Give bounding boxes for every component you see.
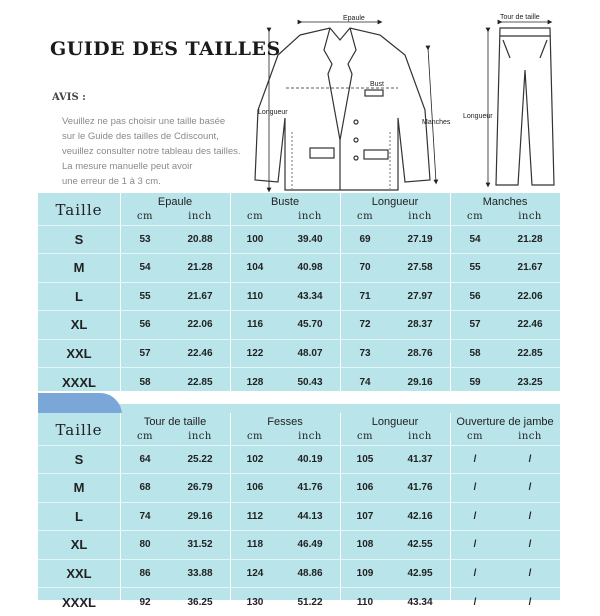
value-cell: 110 (340, 588, 390, 616)
value-cell: 128 (230, 368, 280, 397)
value-cell: 22.85 (500, 339, 560, 368)
value-cell: 28.37 (390, 311, 450, 340)
jacket-label-bust: Bust (370, 81, 384, 88)
unit-header: cm (230, 209, 280, 225)
unit-header: cm (340, 429, 390, 445)
value-cell: 21.67 (500, 254, 560, 283)
size-header: Taille (38, 193, 120, 225)
value-cell: 109 (340, 559, 390, 588)
value-cell: / (450, 531, 500, 560)
note-line: veuillez consulter notre tableau des tailles. (62, 144, 262, 159)
value-cell: 108 (340, 531, 390, 560)
value-cell: 104 (230, 254, 280, 283)
value-cell: 22.46 (170, 339, 230, 368)
value-cell: 74 (340, 368, 390, 397)
pants-table-tab (38, 393, 122, 415)
value-cell: 31.52 (170, 531, 230, 560)
value-cell: 74 (120, 502, 170, 531)
jacket-label-manches: Manches (422, 119, 451, 126)
value-cell: 118 (230, 531, 280, 560)
note-line: Veuillez ne pas choisir une taille basée (62, 114, 262, 129)
size-cell: XXXL (38, 368, 120, 397)
size-header: Taille (38, 413, 120, 445)
value-cell: 73 (340, 339, 390, 368)
table-row (38, 311, 560, 340)
unit-header: cm (120, 209, 170, 225)
value-cell: 100 (230, 225, 280, 254)
value-cell: 55 (450, 254, 500, 283)
note-line: une erreur de 1 à 3 cm. (62, 174, 262, 189)
value-cell: 36.25 (170, 588, 230, 616)
jacket-measure-lines (269, 22, 436, 190)
table-row (38, 368, 560, 397)
size-cell: M (38, 254, 120, 283)
value-cell: 92 (120, 588, 170, 616)
value-cell: 42.95 (390, 559, 450, 588)
value-cell: 56 (450, 282, 500, 311)
jacket-label-longueur: Longueur (258, 109, 288, 116)
value-cell: 102 (230, 445, 280, 474)
unit-header: cm (340, 209, 390, 225)
size-cell: S (38, 225, 120, 254)
note-line: sur le Guide des tailles de Cdiscount, (62, 129, 262, 144)
value-cell: 29.16 (390, 368, 450, 397)
group-header: Tour de taille (120, 413, 230, 429)
table-row (38, 588, 560, 616)
value-cell: 43.34 (280, 282, 340, 311)
value-cell: 55 (120, 282, 170, 311)
value-cell: 21.28 (500, 225, 560, 254)
value-cell: 27.19 (390, 225, 450, 254)
value-cell: 54 (120, 254, 170, 283)
value-cell: 110 (230, 282, 280, 311)
value-cell: 29.16 (170, 502, 230, 531)
measurement-illustrations (0, 0, 600, 200)
group-header: Longueur (340, 413, 450, 429)
value-cell: 44.13 (280, 502, 340, 531)
size-cell: XL (38, 531, 120, 560)
value-cell: 48.07 (280, 339, 340, 368)
value-cell: / (450, 502, 500, 531)
value-cell: 68 (120, 474, 170, 503)
unit-header: inch (170, 429, 230, 445)
size-cell: L (38, 282, 120, 311)
group-header: Epaule (120, 193, 230, 209)
value-cell: / (450, 559, 500, 588)
size-cell: XXL (38, 339, 120, 368)
value-cell: 40.19 (280, 445, 340, 474)
value-cell: / (500, 531, 560, 560)
unit-header: inch (500, 209, 560, 225)
value-cell: 27.58 (390, 254, 450, 283)
value-cell: / (500, 559, 560, 588)
value-cell: 106 (340, 474, 390, 503)
value-cell: / (450, 588, 500, 616)
value-cell: / (450, 445, 500, 474)
guide-title: GUIDE DES TAILLES (50, 38, 281, 60)
unit-header: inch (280, 209, 340, 225)
unit-header: cm (120, 429, 170, 445)
value-cell: 56 (120, 311, 170, 340)
value-cell: / (500, 474, 560, 503)
value-cell: 26.79 (170, 474, 230, 503)
unit-header: inch (280, 429, 340, 445)
value-cell: 107 (340, 502, 390, 531)
value-cell: 45.70 (280, 311, 340, 340)
group-header: Fesses (230, 413, 340, 429)
value-cell: 42.55 (390, 531, 450, 560)
jacket-label-epaule: Epaule (343, 15, 365, 22)
value-cell: 53 (120, 225, 170, 254)
value-cell: 27.97 (390, 282, 450, 311)
value-cell: 124 (230, 559, 280, 588)
size-cell: XL (38, 311, 120, 340)
value-cell: 69 (340, 225, 390, 254)
value-cell: 22.06 (500, 282, 560, 311)
unit-header: cm (450, 429, 500, 445)
value-cell: 39.40 (280, 225, 340, 254)
value-cell: 41.76 (280, 474, 340, 503)
unit-header: cm (450, 209, 500, 225)
unit-header: inch (390, 429, 450, 445)
value-cell: 22.85 (170, 368, 230, 397)
avis-label: AVIS : (52, 92, 86, 103)
value-cell: 21.67 (170, 282, 230, 311)
value-cell: 46.49 (280, 531, 340, 560)
value-cell: 58 (450, 339, 500, 368)
table-row (38, 445, 560, 474)
pants-size-table (38, 413, 560, 616)
value-cell: 105 (340, 445, 390, 474)
size-cell: XXXL (38, 588, 120, 616)
size-cell: S (38, 445, 120, 474)
value-cell: 22.06 (170, 311, 230, 340)
value-cell: 122 (230, 339, 280, 368)
value-cell: 43.34 (390, 588, 450, 616)
value-cell: 42.16 (390, 502, 450, 531)
value-cell: 106 (230, 474, 280, 503)
value-cell: 116 (230, 311, 280, 340)
value-cell: 58 (120, 368, 170, 397)
value-cell: / (500, 445, 560, 474)
group-header: Ouverture de jambe (450, 413, 560, 429)
jacket-size-table (38, 193, 560, 396)
note-line: La mesure manuelle peut avoir (62, 159, 262, 174)
value-cell: 51.22 (280, 588, 340, 616)
value-cell: 41.76 (390, 474, 450, 503)
size-cell: M (38, 474, 120, 503)
value-cell: / (500, 588, 560, 616)
value-cell: 72 (340, 311, 390, 340)
value-cell: 70 (340, 254, 390, 283)
group-header: Longueur (340, 193, 450, 209)
value-cell: 130 (230, 588, 280, 616)
table-row (38, 225, 560, 254)
unit-header: inch (390, 209, 450, 225)
value-cell: 33.88 (170, 559, 230, 588)
value-cell: 112 (230, 502, 280, 531)
table-row (38, 474, 560, 503)
value-cell: 59 (450, 368, 500, 397)
value-cell: 50.43 (280, 368, 340, 397)
value-cell: 80 (120, 531, 170, 560)
value-cell: 28.76 (390, 339, 450, 368)
value-cell: 54 (450, 225, 500, 254)
value-cell: 71 (340, 282, 390, 311)
value-cell: 40.98 (280, 254, 340, 283)
value-cell: / (450, 474, 500, 503)
group-header: Manches (450, 193, 560, 209)
unit-header: inch (500, 429, 560, 445)
value-cell: 25.22 (170, 445, 230, 474)
pants-label-longueur: Longueur (463, 113, 493, 120)
value-cell: 64 (120, 445, 170, 474)
group-header: Buste (230, 193, 340, 209)
value-cell: 20.88 (170, 225, 230, 254)
unit-header: inch (170, 209, 230, 225)
value-cell: 21.28 (170, 254, 230, 283)
value-cell: 86 (120, 559, 170, 588)
table-row (38, 531, 560, 560)
table-row (38, 254, 560, 283)
size-cell: XXL (38, 559, 120, 588)
pants-label-tour-de-taille: Tour de taille (500, 14, 540, 21)
value-cell: 57 (120, 339, 170, 368)
value-cell: 22.46 (500, 311, 560, 340)
value-cell: / (500, 502, 560, 531)
value-cell: 41.37 (390, 445, 450, 474)
size-cell: L (38, 502, 120, 531)
value-cell: 23.25 (500, 368, 560, 397)
table-row (38, 339, 560, 368)
trousers-icon (496, 28, 554, 185)
value-cell: 57 (450, 311, 500, 340)
table-row (38, 502, 560, 531)
table-row (38, 282, 560, 311)
table-row (38, 559, 560, 588)
unit-header: cm (230, 429, 280, 445)
value-cell: 48.86 (280, 559, 340, 588)
